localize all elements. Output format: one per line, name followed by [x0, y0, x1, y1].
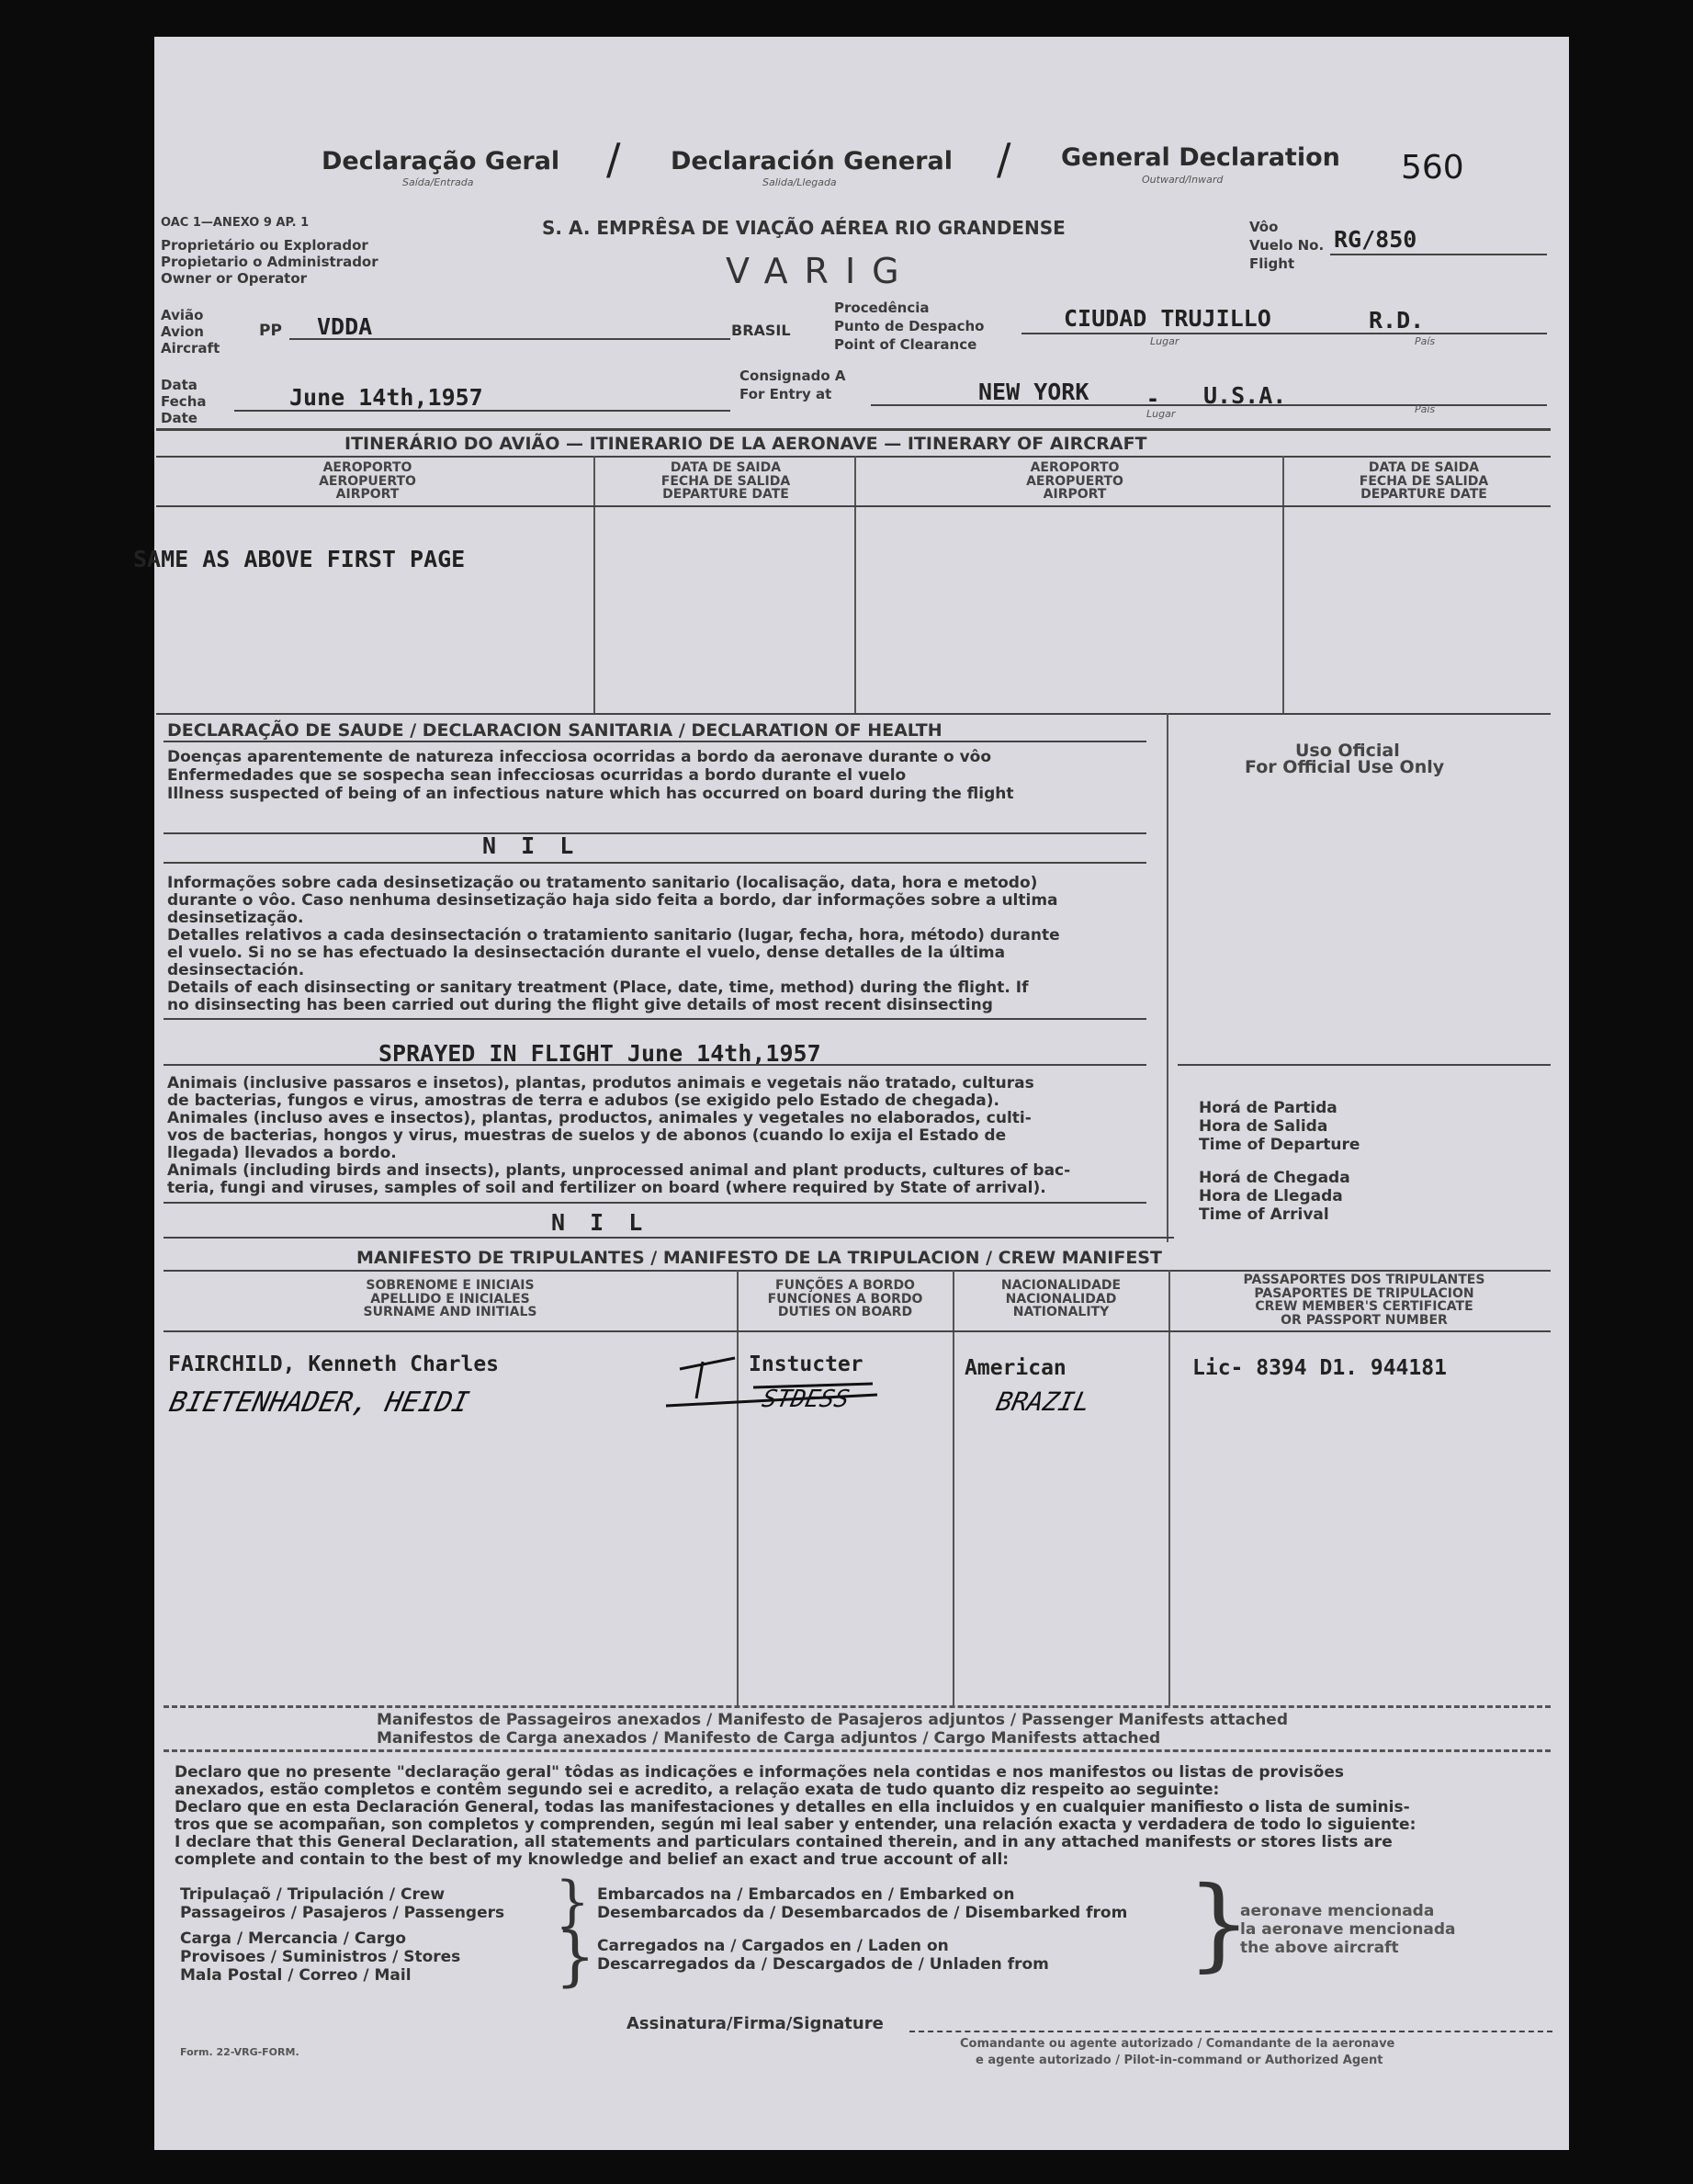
subtitle-es: Salida/Llegada	[762, 176, 837, 188]
form-number: Form. 22-VRG-FORM.	[180, 2046, 299, 2058]
brace: }	[555, 1918, 596, 1994]
flight-label-es: Vuelo No.	[1249, 237, 1325, 254]
aircraft-registration: VDDA	[317, 313, 373, 340]
signature-role: Comandante ou agente autorizado / Comandante de la aeronave	[960, 2037, 1395, 2051]
crew-passport: Lic- 8394 D1. 944181	[1192, 1356, 1447, 1380]
dash: -	[1148, 386, 1157, 412]
crew-name: FAIRCHILD, Kenneth Charles	[168, 1352, 500, 1376]
itinerary-col-airport-2: AEROPORTO AEROPUERTO AIRPORT	[1026, 460, 1123, 503]
aircraft-label-es: Avion	[161, 323, 204, 340]
form-reference: OAC 1—ANEXO 9 AP. 1	[161, 216, 310, 230]
pais-caption: País	[1415, 335, 1436, 347]
clearance-label-es: Punto de Despacho	[834, 318, 985, 334]
signature-label: Assinatura/Firma/Signature	[626, 2014, 884, 2033]
health-animals-text: Animais (inclusive passaros e insetos), plantas, produtos animais e vegetais não tratado, culturas de bacterias, fungos e virus, amostras de terra e adubos (se exigido pelo Estado de chegada). Animales (incluso aves e insectos), plantas, productos, animales y vegetales no elaborados, culti- vos de bacterias, hongos y virus, muestras de suelos y de abonos (cuando lo exija el Estado de llegada) llevados a bordo. Animals (including birds and insects), plants, unprocessed animal and plant products, cultures of bac- teria, fungi and viruses, samples of soil and fertilizer on board (where required by State of arrival).	[167, 1074, 1071, 1197]
official-use-pt: Uso Oficial	[1295, 741, 1400, 761]
crew-nationality: American	[965, 1356, 1067, 1380]
disinsect-value: SPRAYED IN FLIGHT June 14th,1957	[378, 1040, 821, 1067]
entry-label-en: For Entry at	[739, 386, 832, 402]
title-es: Declaración General	[671, 147, 953, 175]
crew-col-name: SOBRENOME E INICIAIS APELLIDO E INICIALES SURNAME AND INITIALS	[363, 1278, 537, 1320]
flight-number: RG/850	[1334, 226, 1417, 253]
operator-label-pt: Proprietário ou Explorador	[161, 237, 368, 254]
brace: }	[1187, 1864, 1251, 1982]
signature-role: e agente autorizado / Pilot-in-command or Authorized Agent	[976, 2054, 1383, 2067]
signature-line	[909, 2031, 1552, 2032]
subtitle-pt: Saída/Entrada	[402, 176, 474, 188]
page-number: 560	[1401, 149, 1464, 187]
crew-title: MANIFESTO DE TRIPULANTES / MANIFESTO DE LA TRIPULACION / CREW MANIFEST	[356, 1248, 1162, 1268]
crew-name-handwritten: BIETENHADER, HEIDI	[166, 1386, 472, 1419]
official-use-en: For Official Use Only	[1245, 757, 1445, 777]
flight-label-en: Flight	[1249, 255, 1295, 272]
health-title: DECLARAÇÃO DE SAUDE / DECLARACION SANITARIA / DECLARATION OF HEALTH	[167, 720, 942, 741]
aircraft-country: BRASIL	[731, 322, 791, 339]
declaration-embarked: Embarcados na / Embarcados en / Embarked on Desembarcados da / Desembarcados de / Disembarked from	[597, 1885, 1128, 1922]
declaration-group-cargo: Carga / Mercancia / Cargo Provisoes / Suministros / Stores Mala Postal / Correo / Mail	[180, 1929, 461, 1985]
entry-place: NEW YORK	[978, 379, 1089, 405]
animals-value: N I L	[551, 1209, 649, 1236]
date-label-pt: Data	[161, 377, 198, 393]
aircraft-label-pt: Avião	[161, 307, 204, 323]
divider-slash: /	[997, 134, 1011, 184]
brace: }	[555, 1870, 591, 1934]
arrival-time-labels: Horá de Chegada Hora de Llegada Time of Arrival	[1199, 1169, 1350, 1224]
operator-label-es: Propietario o Administrador	[161, 254, 378, 270]
itinerary-title: ITINERÁRIO DO AVIÃO — ITINERARIO DE LA AERONAVE — ITINERARY OF AIRCRAFT	[344, 434, 1147, 454]
pais-caption: País	[1415, 403, 1436, 415]
lugar-caption: Lugar	[1150, 335, 1179, 347]
itinerary-col-airport: AEROPORTO AEROPUERTO AIRPORT	[319, 460, 416, 503]
operator-label-en: Owner or Operator	[161, 270, 308, 287]
date-label-es: Fecha	[161, 393, 207, 410]
lugar-caption: Lugar	[1146, 408, 1176, 420]
passenger-manifest-line: Manifestos de Passageiros anexados / Manifesto de Pasajeros adjuntos / Passenger Manifests attached	[377, 1711, 1289, 1729]
health-illness-text: Doenças aparentemente de natureza infecciosa ocorridas a bordo da aeronave durante o vôo Enfermedades que se sospecha sean infecciosas ocurridas a bordo durante el vuelo Illness suspected of being of an infectious nature which has occurred on board during the flight	[167, 748, 1014, 803]
flight-label-pt: Vôo	[1249, 219, 1279, 235]
company-name: S. A. EMPRÊSA DE VIAÇÃO AÉREA RIO GRANDENSE	[542, 217, 1066, 239]
cargo-manifest-line: Manifestos de Carga anexados / Manifesto de Carga adjuntos / Cargo Manifests attached	[377, 1729, 1161, 1748]
entry-country: U.S.A.	[1203, 382, 1287, 409]
title-en: General Declaration	[1061, 143, 1340, 172]
itinerary-col-date: DATA DE SAIDA FECHA DE SALIDA DEPARTURE DATE	[660, 460, 791, 503]
crew-col-nationality: NACIONALIDADE NACIONALIDAD NATIONALITY	[1000, 1278, 1122, 1320]
aircraft-prefix: PP	[259, 322, 282, 340]
aircraft-label-en: Aircraft	[161, 340, 220, 356]
declaration-laden: Carregados na / Cargados en / Laden on Descarregados da / Descargados de / Unladen from	[597, 1937, 1049, 1974]
declaration-aircraft: aeronave mencionada la aeronave mencionada the above aircraft	[1240, 1902, 1456, 1957]
departure-time-labels: Horá de Partida Hora de Salida Time of Departure	[1199, 1099, 1360, 1154]
illness-value: N I L	[482, 832, 580, 859]
clearance-label-en: Point of Clearance	[834, 336, 977, 353]
declaration-group-crew: Tripulaçaõ / Tripulación / Crew Passageiros / Pasajeros / Passengers	[180, 1885, 505, 1922]
clearance-place: CIUDAD TRUJILLO	[1064, 305, 1271, 332]
title-pt: Declaração Geral	[322, 147, 560, 175]
divider-slash: /	[606, 134, 621, 184]
strike-mark	[643, 1341, 900, 1415]
crew-col-passport: PASSAPORTES DOS TRIPULANTES PASAPORTES DE TRIPULACION CREW MEMBER'S CERTIFICATE OR PASSPORT NUMBER	[1243, 1273, 1485, 1329]
crew-col-duties: FUNÇÕES A BORDO FUNCIONES A BORDO DUTIES ON BOARD	[767, 1278, 923, 1320]
crew-nationality-handwritten: BRAZIL	[993, 1386, 1093, 1417]
itinerary-col-date-2: DATA DE SAIDA FECHA DE SALIDA DEPARTURE DATE	[1359, 460, 1489, 503]
varig-logo: VARIG	[726, 251, 916, 291]
clearance-country: R.D.	[1369, 307, 1425, 334]
itinerary-entry: SAME AS ABOVE FIRST PAGE	[133, 546, 466, 572]
declaration-text: Declaro que no presente "declaração geral" tôdas as indicações e informações nela contidas e nos manifestos ou listas de provisões anexados, estão completos e contêm segundo sei e acredito, a relação exata de tudo quanto diz respeito ao seguinte: Declaro que en esta Declaración General, todas las manifestaciones y detalles en ella incluidos y en cualquier manifiesto o lista de suminis- tros que se acompañan, son completos y comprenden, según mi leal saber y entender, una relación exacta y verdadera de todo lo siguiente: I declare that this General Declaration, all statements and particulars contained therein, and in any attached manifests or stores lists are complete and contain to the best of my knowledge and belief an exact and true account of all:	[175, 1763, 1416, 1869]
health-disinsect-text: Informações sobre cada desinsetização ou tratamento sanitario (localisação, data, hora e metodo) durante o vôo. Caso nenhuma desinsetização haja sido feita a bordo, dar informações sobre a ultima desinsetização. Detalles relativos a cada desinsectación o tratamiento sanitario (lugar, fecha, hora, método) durante el vuelo. Si no se has efectuado la desinsectación durante el vuelo, dense detalles de la última desinsectación. Details of each disinsecting or sanitary treatment (Place, date, time, method) during the flight. If no disinsecting has been carried out during the flight give details of most recent disinsecting	[167, 874, 1060, 1014]
subtitle-en: Outward/Inward	[1142, 174, 1224, 186]
crew-duty-handwritten: STDESS	[759, 1386, 852, 1413]
clearance-label-pt: Procedência	[834, 300, 930, 316]
crew-duty: Instucter	[749, 1352, 863, 1376]
date-value: June 14th,1957	[289, 384, 483, 411]
date-label-en: Date	[161, 410, 198, 426]
entry-label-pt: Consignado A	[739, 368, 846, 384]
